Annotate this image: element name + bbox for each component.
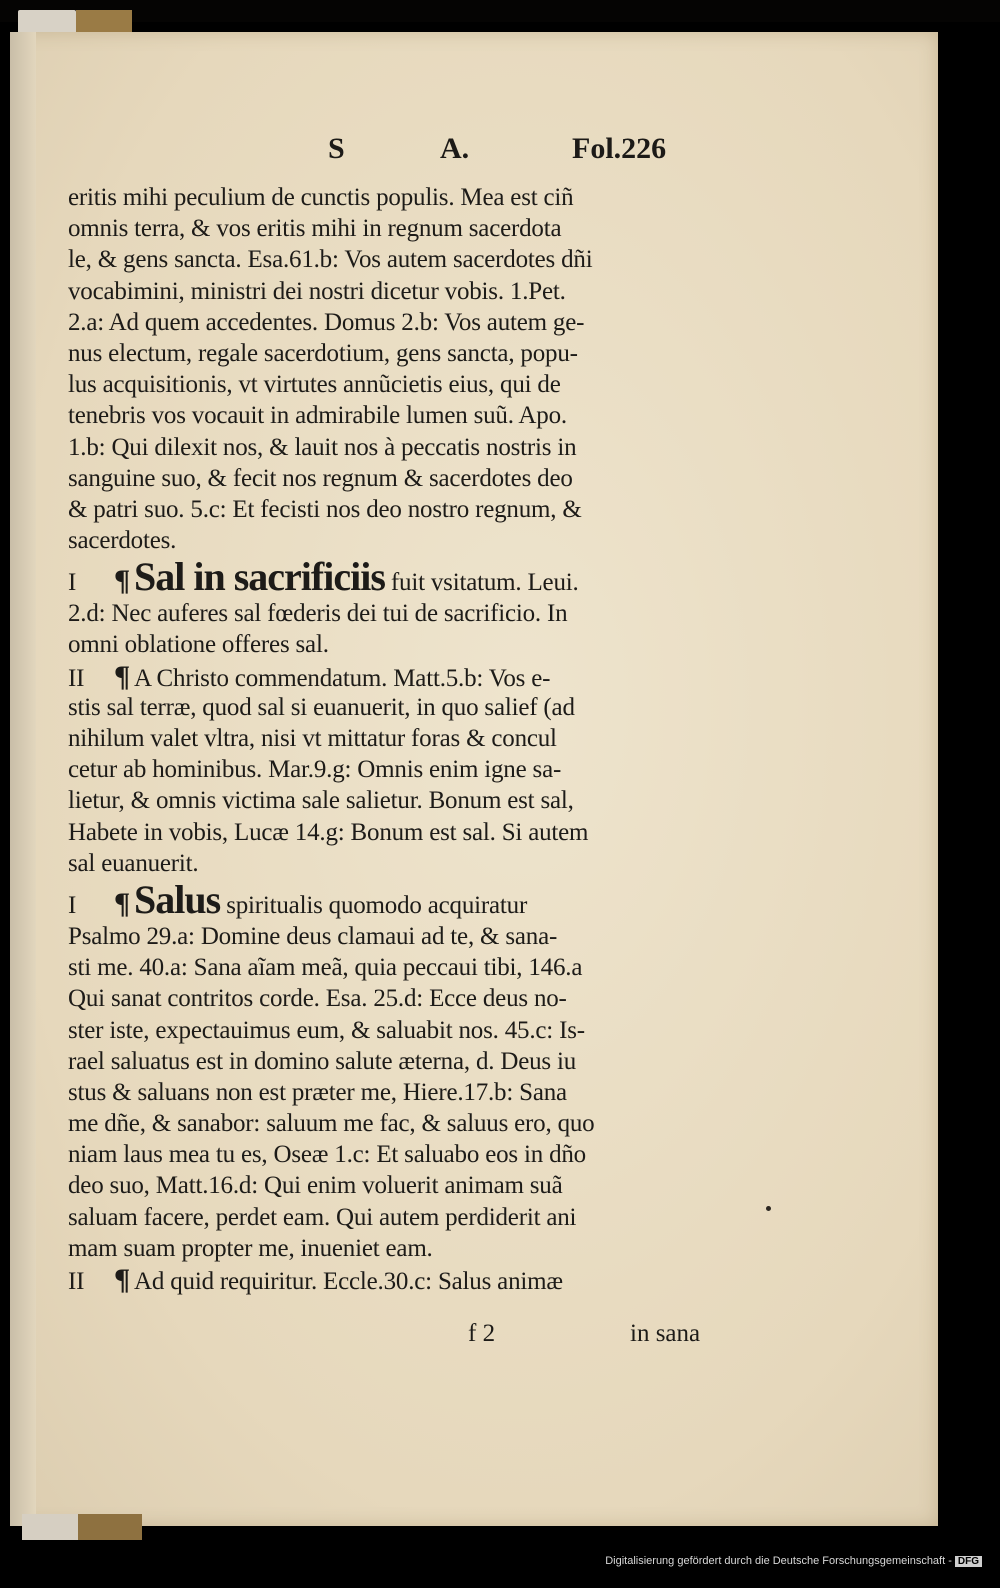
line-text: sal euanuerit. bbox=[68, 849, 199, 877]
text-line bbox=[68, 754, 728, 785]
entry-number: I bbox=[68, 569, 77, 597]
text-line bbox=[68, 817, 728, 848]
color-strip-white-bottom bbox=[22, 1514, 78, 1540]
text-line bbox=[68, 213, 728, 244]
text-line bbox=[68, 463, 728, 494]
text-line bbox=[68, 921, 728, 952]
line-text: sti me. 40.a: Sana aĩam meã, quia peccaui tibi, 146.a bbox=[68, 954, 583, 982]
text-line bbox=[68, 692, 728, 723]
line-text: A Christo commendatum. Matt.5.b: Vos e- bbox=[134, 664, 551, 692]
book-page bbox=[10, 32, 938, 1526]
line-text: sacerdotes. bbox=[68, 527, 177, 555]
text-line bbox=[68, 983, 728, 1014]
text-line bbox=[68, 598, 728, 629]
line-text: lietur, & omnis victima sale salietur. Bonum est sal, bbox=[68, 787, 574, 815]
text-line bbox=[68, 525, 728, 556]
line-text: omni oblatione offeres sal. bbox=[68, 631, 329, 659]
line-text: stus & saluans non est præter me, Hiere.17.b: Sana bbox=[68, 1078, 567, 1106]
pilcrow-mark: ¶ bbox=[114, 564, 131, 598]
text-line bbox=[68, 785, 728, 816]
page-gutter bbox=[10, 32, 36, 1526]
scan-frame-top bbox=[0, 0, 1000, 22]
text-line bbox=[68, 182, 728, 213]
text-line bbox=[68, 1108, 728, 1139]
folio-number: Fol.226 bbox=[572, 132, 667, 165]
section-letter: A. bbox=[440, 132, 470, 165]
line-text: 2.d: Nec auferes sal fœderis dei tui de sacrificio. In bbox=[68, 600, 568, 628]
line-text: rael saluatus est in domino salute æterna, d. Deus iu bbox=[68, 1047, 577, 1075]
line-text: lus acquisitionis, vt virtutes annũcietis eius, qui de bbox=[68, 371, 561, 399]
line-text: le, & gens sancta. Esa.61.b: Vos autem sacerdotes dñi bbox=[68, 246, 593, 274]
line-text: stis sal terræ, quod sal si euanuerit, in quo salief (ad bbox=[68, 693, 575, 721]
text-line bbox=[68, 848, 728, 879]
line-text: nihilum valet vltra, nisi vt mittatur foras & concul bbox=[68, 725, 557, 752]
signature-line: f 2 bbox=[468, 1320, 496, 1347]
text-line bbox=[68, 369, 728, 400]
pilcrow-mark: ¶ bbox=[114, 1263, 131, 1296]
text-line bbox=[68, 494, 728, 525]
text-line bbox=[68, 1233, 728, 1264]
line-text: saluam facere, perdet eam. Qui autem perdiderit ani bbox=[68, 1203, 577, 1231]
ink-spot bbox=[766, 1206, 771, 1211]
text-line bbox=[68, 1170, 728, 1201]
text-line bbox=[68, 1264, 728, 1295]
line-text: me dñe, & sanabor: saluum me fac, & saluus ero, quo bbox=[68, 1110, 595, 1138]
dfg-logo: DFG bbox=[955, 1556, 982, 1567]
entry-number: II bbox=[68, 664, 85, 692]
line-text: mam suam propter me, inueniet eam. bbox=[68, 1234, 433, 1262]
text-line bbox=[68, 338, 728, 369]
line-text: Habete in vobis, Lucæ 14.g: Bonum est sal. Si autem bbox=[68, 818, 589, 846]
footer-credit bbox=[605, 1555, 982, 1567]
text-line bbox=[68, 876, 728, 922]
text-line bbox=[68, 1077, 728, 1108]
text-line bbox=[68, 556, 728, 598]
entry-number: I bbox=[68, 891, 77, 919]
text-line bbox=[68, 400, 728, 431]
line-text: niam laus mea tu es, Oseæ 1.c: Et saluabo eos in dño bbox=[68, 1141, 586, 1169]
text-line bbox=[68, 244, 728, 275]
signature-mark: S bbox=[328, 132, 345, 165]
text-line bbox=[68, 661, 728, 692]
line-text: deo suo, Matt.16.d: Qui enim voluerit animam suã bbox=[68, 1172, 563, 1200]
text-line bbox=[68, 1139, 728, 1170]
text-line bbox=[68, 307, 728, 338]
text-block bbox=[68, 182, 728, 1295]
line-text: spiritualis quomodo acquiratur bbox=[226, 891, 528, 919]
text-line bbox=[68, 1015, 728, 1046]
pilcrow-mark: ¶ bbox=[114, 886, 131, 920]
line-text: sanguine suo, & fecit nos regnum & sacerdotes deo bbox=[68, 464, 573, 492]
text-line bbox=[68, 1202, 728, 1233]
color-strip-brown-bottom bbox=[78, 1514, 142, 1540]
line-text: nus electum, regale sacerdotium, gens sancta, popu- bbox=[68, 339, 578, 367]
line-text: 1.b: Qui dilexit nos, & lauit nos à peccatis nostris in bbox=[68, 433, 577, 461]
line-text: Psalmo 29.a: Domine deus clamaui ad te, & sana- bbox=[68, 922, 558, 950]
text-line bbox=[68, 952, 728, 983]
entry-heading: Sal in sacrificiis bbox=[134, 554, 385, 600]
catchword: in sana bbox=[630, 1320, 701, 1347]
line-text: tenebris vos vocauit in admirabile lumen suũ. Apo. bbox=[68, 402, 567, 430]
line-text: omnis terra, & vos eritis mihi in regnum sacerdota bbox=[68, 215, 562, 243]
line-text: Ad quid requiritur. Eccle.30.c: Salus animæ bbox=[134, 1268, 563, 1295]
line-text: fuit vsitatum. Leui. bbox=[390, 569, 579, 597]
text-line bbox=[68, 723, 728, 754]
text-line bbox=[68, 1046, 728, 1077]
line-text: eritis mihi peculium de cunctis populis. Mea est ciñ bbox=[68, 184, 574, 211]
footer-text: Digitalisierung gefördert durch die Deutsche Forschungsgemeinschaft - bbox=[605, 1555, 952, 1567]
line-text: 2.a: Ad quem accedentes. Domus 2.b: Vos autem ge- bbox=[68, 308, 585, 336]
line-text: vocabimini, ministri dei nostri dicetur vobis. 1.Pet. bbox=[68, 277, 566, 305]
text-line bbox=[68, 276, 728, 307]
line-text: ster iste, expectauimus eum, & saluabit nos. 45.c: Is- bbox=[68, 1016, 585, 1044]
pilcrow-mark: ¶ bbox=[114, 659, 131, 693]
text-line bbox=[68, 432, 728, 463]
line-text: & patri suo. 5.c: Et fecisti nos deo nostro regnum, & bbox=[68, 495, 582, 523]
line-text: Qui sanat contritos corde. Esa. 25.d: Ecce deus no- bbox=[68, 985, 567, 1013]
text-line bbox=[68, 629, 728, 660]
entry-heading: Salus bbox=[134, 876, 221, 922]
line-text: cetur ab hominibus. Mar.9.g: Omnis enim igne sa- bbox=[68, 756, 562, 784]
entry-number: II bbox=[68, 1268, 85, 1295]
